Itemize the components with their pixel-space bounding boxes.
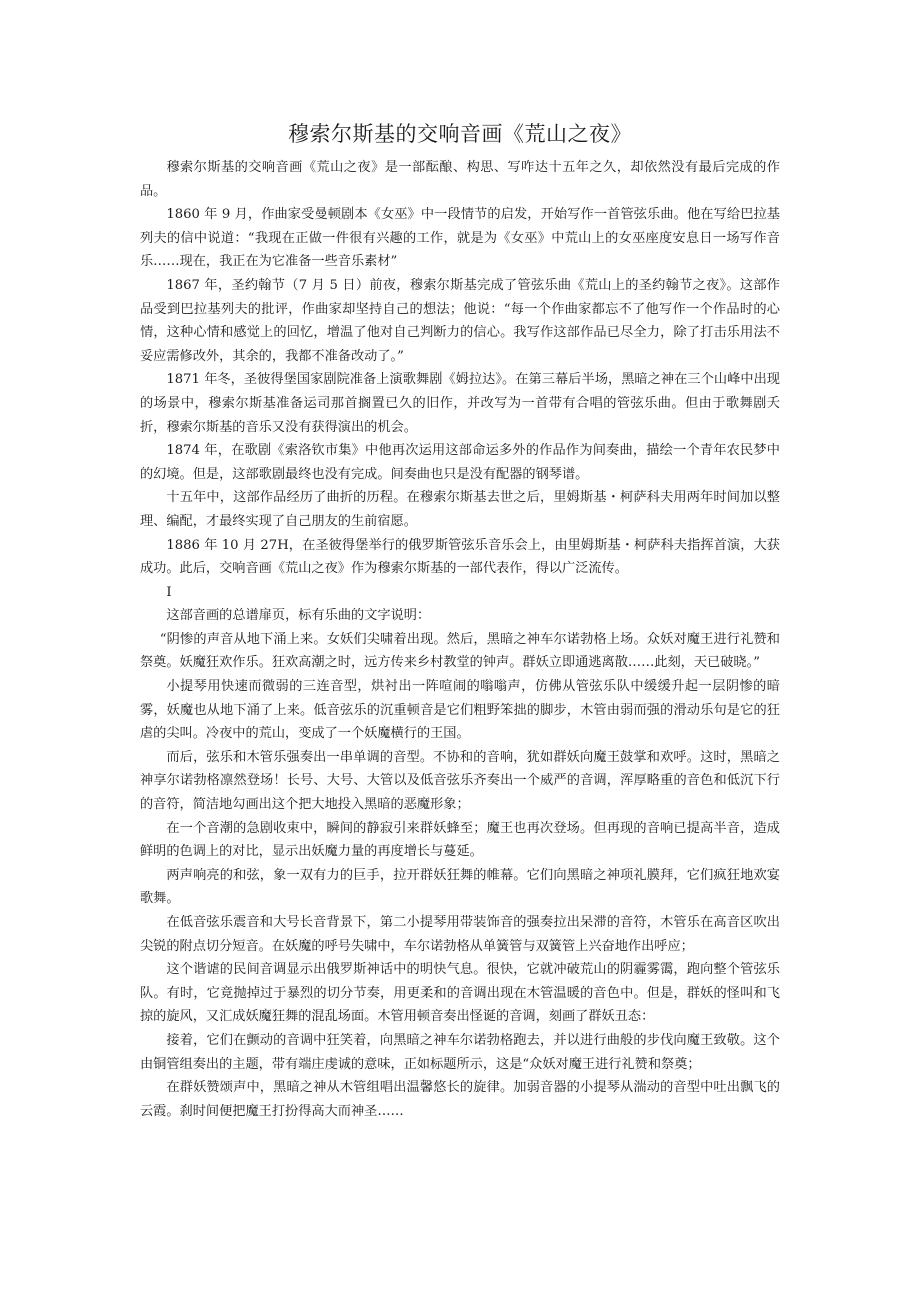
paragraph-violins: 小提琴用快速而微弱的三连音型，烘衬出一阵喧闹的嗡嗡声，仿佛从管弦乐队中缓缓升起一层阴惨的暗雾，妖魔也从地下涌了上来。低音弦乐的沉重顿音是它们粗野笨拙的脚步，木管由弱而强的滑动乐句是它的狂虐的尖叫。冷夜中的荒山，变成了一个妖魔横行的王国。 [140,679,780,742]
paragraph-folk-tune: 这个谐谑的民间音调显示出俄罗斯神话中的明快气息。很快，它就冲破荒山的阴霾雾霭，跑向整个管弦乐队。有时，它竟抛掉过于暴烈的切分节奏，用更柔和的音调出现在木管温暖的音色中。但是，群妖的怪叫和飞掠的旋风，又汇成妖魔狂舞的混乱场面。木管用顿音奏出怪诞的音调，刻画了群妖丑态： [140,962,780,1025]
paragraph-1874: 1874 年，在歌剧《索洛钦市集》中他再次运用这部命运多外的作品作为间奏曲，描绘一个青年农民梦中的幻境。但是，这部歌剧最终也没有完成。间奏曲也只是没有配器的钢琴谱。 [140,443,780,482]
paragraph-1860: 1860 年 9 月，作曲家受曼顿剧本《女巫》中一段情节的启发，开始写作一首管弦乐曲。他在写给巴拉基列夫的信中说道：“我现在正做一件很有兴趣的工作，就是为《女巫》中荒山上的女巫座度安息日一场写作音乐……现在，我正在为它准备一些音乐素材” [140,207,780,270]
paragraph-praise: 在群妖赞颂声中，黑暗之神从木管组唱出温馨悠长的旋律。加弱音器的小提琴从湍动的音型中吐出飘飞的云霞。刹时间便把魔王打扮得高大而神圣…… [140,1080,780,1119]
paragraph-low-strings: 在低音弦乐震音和大号长音背景下，第二小提琴用带装饰音的强奏拉出呆滞的音符，木管乐在高音区吹出尖锐的附点切分短音。在妖魔的呼号失啸中，车尔诺勃格从单簧管与双簧管上兴奋地作出呼应； [140,915,780,954]
section-marker: I [166,584,172,600]
paragraph-return: 在一个音潮的急剧收束中，瞬间的静寂引来群妖蜂至；魔王也再次登场。但再现的音响已提高半音，造成鲜明的色调上的对比，显示出妖魔力量的再度增长与蔓延。 [140,820,780,860]
document-title: 穆索尔斯基的交响音画《荒山之夜》 [288,122,632,146]
paragraph-program-quote: “阴惨的声音从地下涌上来。女妖们尖啸着出现。然后，黑暗之神车尔诺勃格上场。众妖对魔王进行礼赞和祭奠。妖魔狂欢作乐。狂欢高潮之时，远方传来乡村教堂的钟声。群妖立即通逃离散……此刻，天已破晓。” [140,631,780,671]
paragraph-1871: 1871 年冬，圣彼得堡国家剧院准备上演歌舞剧《姆拉达》。在第三幕后半场，黑暗之神在三个山峰中出现的场景中，穆索尔斯基准备运司那首搁置已久的旧作，并改写为一首带有合唱的管弦乐曲。但由于歌舞剧夭折，穆索尔斯基的音乐又没有获得演出的机会。 [140,372,780,435]
paragraph-1886: 1886 年 10 月 27H，在圣彼得堡举行的俄罗斯管弦乐音乐会上，由里姆斯基・柯萨科夫指挥首演，大获成功。此后，交响音画《荒山之夜》作为穆索尔斯基的一部代表作，得以广泛流传。 [140,537,780,577]
paragraph-1867: 1867 年，圣约翰节（7 月 5 日）前夜，穆索尔斯基完成了管弦乐曲《荒山上的圣约翰节之夜》。这部作品受到巴拉基列夫的批评，作曲家却坚持自己的想法；他说：“每一个作曲家都忘不了他写作一个作品时的心情，这种心情和感觉上的回忆，增温了他对自己判断力的信心。我写作这部作品已尽全力，除了打击乐用法不妥应需修改外，其余的，我都不准备改动了。” [140,277,780,364]
paragraph-intro: 穆索尔斯基的交响音画《荒山之夜》是一部酝酿、构思、写咋达十五年之久，却依然没有最后完成的作品。 [140,160,780,199]
paragraph-march: 接着，它们在颤动的音调中狂笑着，向黑暗之神车尔诺勃格跑去，并以进行曲般的步伐向魔王致敬。这个由铜管组奏出的主题，带有端庄虔诚的意味，正如标题所示，这是“众妖对魔王进行礼赞和祭奠； [140,1032,780,1072]
paragraph-chords: 两声响亮的和弦，象一双有力的巨手，拉开群妖狂舞的帷幕。它们向黑暗之神项礼膜拜，它们疯狂地欢宴歌舞。 [140,867,780,907]
paragraph-score-note: 这部音画的总谱扉页，标有乐曲的文字说明： [166,608,431,624]
document-page [140,118,780,1123]
paragraph-chernobog-entrance: 而后，弦乐和木管乐强奏出一串单调的音型。不协和的音响，犹如群妖向魔王鼓掌和欢呼。这时，黑暗之神享尔诺勃格凛然登场！长号、大号、大管以及低音弦乐齐奏出一个威严的音调，浑厚略重的音色和低沉下行的音符，简洁地勾画出这个把大地投入黑暗的恶魔形象； [140,749,780,813]
paragraph-fifteen-years: 十五年中，这部作品经历了曲折的历程。在穆索尔斯基去世之后，里姆斯基・柯萨科夫用两年时间加以整理、编配，才最终实现了自己朋友的生前宿愿。 [140,490,780,529]
